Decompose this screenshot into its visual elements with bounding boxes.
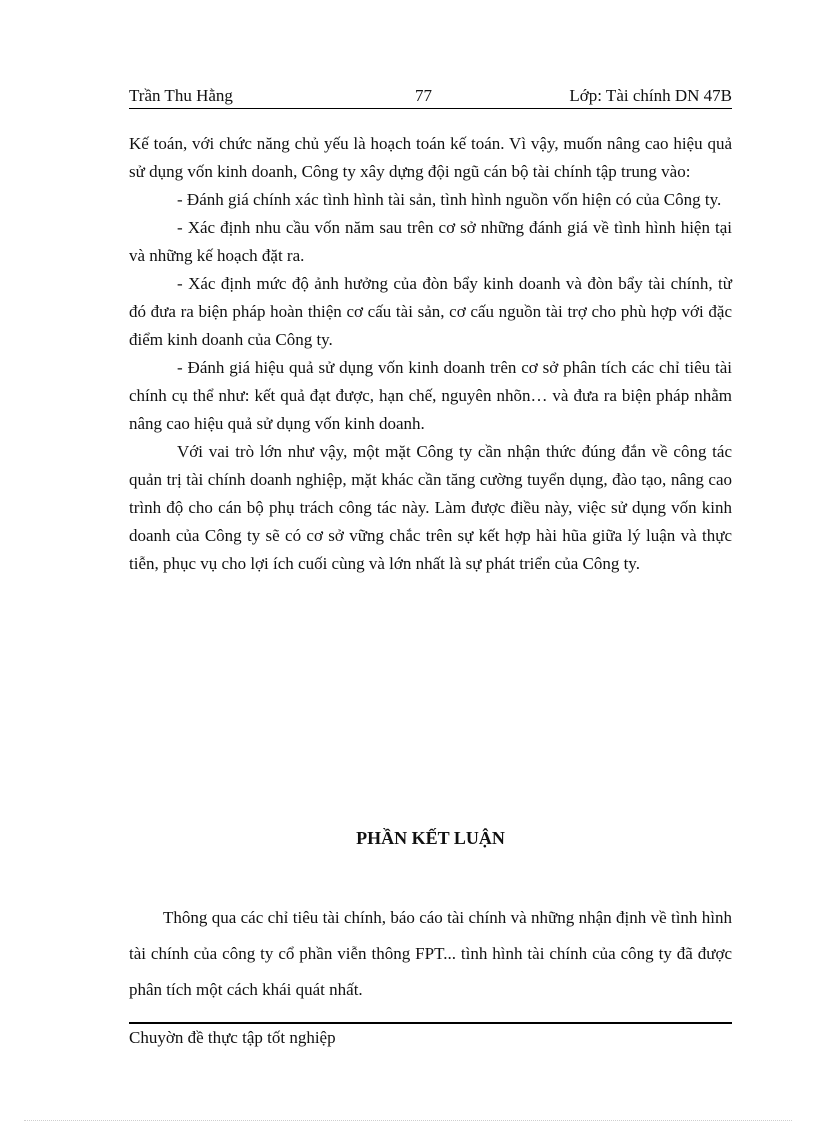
page-header xyxy=(129,86,732,109)
bullet-paragraph: - Đánh giá chính xác tình hình tài sản, tình hình nguồn vốn hiện có của Công ty. xyxy=(177,190,722,209)
header-author: Trần Thu Hằng xyxy=(129,86,233,105)
footer-text: Chuyờn đề thực tập tốt nghiệp xyxy=(129,1028,336,1047)
page-edge-divider xyxy=(24,1120,792,1121)
conclusion-text xyxy=(129,900,732,1008)
body-text xyxy=(129,130,732,578)
header-class: Lớp: Tài chính DN 47B xyxy=(569,86,732,105)
bullet-paragraph: - Xác định nhu cầu vốn năm sau trên cơ sở những đánh giá về tình hình hiện tại và những kế hoạch đặt ra. xyxy=(129,218,732,265)
paragraph: Kế toán, với chức năng chủ yếu là hoạch toán kế toán. Vì vậy, muốn nâng cao hiệu quả sử dụng vốn kinh doanh, Công ty xây dựng đội ngũ cán bộ tài chính tập trung vào: xyxy=(129,134,732,181)
header-page-number: 77 xyxy=(415,86,432,105)
section-title: PHẦN KẾT LUẬN xyxy=(356,828,505,848)
bullet-paragraph: - Đánh giá hiệu quả sử dụng vốn kinh doanh trên cơ sở phân tích các chỉ tiêu tài chính cụ thể như: kết quả đạt được, hạn chế, nguyên nhõn… và đưa ra biện pháp nhằm nâng cao hiệu quả sử dụng vốn kinh doanh. xyxy=(129,358,732,433)
conclusion-paragraph: Thông qua các chỉ tiêu tài chính, báo cáo tài chính và những nhận định về tình hình tài chính của công ty cổ phần viễn thông FPT... tình hình tài chính của công ty đã được phân tích một cách khái quát nhất. xyxy=(129,908,732,999)
page-footer xyxy=(129,1022,732,1048)
paragraph: Với vai trò lớn như vậy, một mặt Công ty cần nhận thức đúng đắn về công tác quản trị tài chính doanh nghiệp, mặt khác cần tăng cường tuyển dụng, đào tạo, nâng cao trình độ cho cán bộ phụ trách công tác này. Làm được điều này, việc sử dụng vốn kinh doanh của Công ty sẽ có cơ sở vững chắc trên sự kết hợp hài hũa giữa lý luận và thực tiễn, phục vụ cho lợi ích cuối cùng và lớn nhất là sự phát triển của Công ty. xyxy=(129,442,732,573)
bullet-paragraph: - Xác định mức độ ảnh hưởng của đòn bẩy kinh doanh và đòn bẩy tài chính, từ đó đưa ra biện pháp hoàn thiện cơ cấu tài sản, cơ cấu nguồn tài trợ cho phù hợp với đặc điểm kinh doanh của Công ty. xyxy=(129,274,732,349)
